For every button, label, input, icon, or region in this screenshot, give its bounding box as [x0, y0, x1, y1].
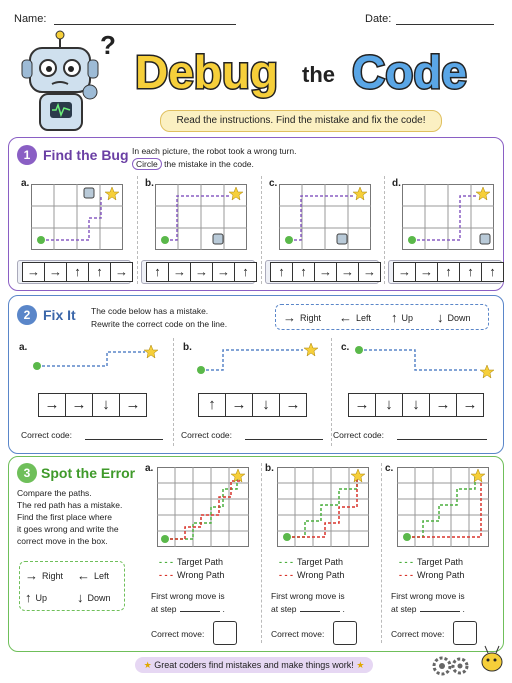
down-arrow-icon: ↓ [77, 590, 84, 605]
correct-move-label: Correct move: [391, 629, 445, 639]
question-line-1: First wrong move is [271, 591, 345, 601]
path-b [193, 338, 323, 378]
code-cell[interactable]: → [168, 262, 191, 282]
question-line-2: at step . [391, 604, 465, 614]
instruction-2: Rewrite the correct code on the line. [91, 319, 228, 329]
section-spot-the-error [8, 456, 504, 652]
section-title: Spot the Error [41, 465, 136, 481]
name-line[interactable] [54, 24, 236, 25]
name-label: Name: [14, 13, 47, 25]
panel-label-c: c. [269, 178, 278, 189]
footer-banner [135, 657, 373, 673]
section-title: Find the Bug [43, 147, 129, 163]
code-cell[interactable]: → [38, 393, 66, 417]
star-icon: ★ [143, 660, 152, 670]
section-fix-it [8, 295, 504, 454]
page-title [130, 40, 490, 102]
code-cell[interactable]: ↓ [92, 393, 120, 417]
up-arrow-icon: ↑ [25, 590, 32, 605]
question-line-2: at step . [151, 604, 225, 614]
robot-illustration [14, 30, 124, 135]
instructions-banner: Read the instructions. Find the mistake and fix the code! [160, 110, 442, 132]
answer-box[interactable] [333, 621, 357, 645]
code-row-c [349, 393, 484, 417]
grid-spot-c [397, 467, 489, 547]
panel-label-d: d. [392, 178, 401, 189]
grid-c [279, 184, 371, 250]
correct-move-label: Correct move: [151, 629, 205, 639]
panel-label-c: c. [385, 463, 394, 474]
title-word-debug: Debug [135, 46, 279, 98]
grid-spot-a [157, 467, 249, 547]
code-cell[interactable]: → [456, 393, 484, 417]
code-cell[interactable]: → [225, 393, 253, 417]
instruction-2-text: the mistake in the code. [164, 159, 254, 169]
down-arrow-icon: ↓ [437, 310, 444, 325]
section-title: Fix It [43, 307, 76, 323]
legend-wrong-path: - - - Wrong Path [399, 570, 465, 580]
legend-down: ↓ Down [77, 590, 111, 605]
code-cell[interactable]: ↑ [292, 262, 315, 282]
code-cell[interactable]: → [65, 393, 93, 417]
code-cell[interactable]: ↓ [375, 393, 403, 417]
code-cell[interactable]: → [348, 393, 376, 417]
code-row-b [199, 393, 307, 417]
legend-down: ↓ Down [437, 310, 471, 325]
correct-code-line[interactable] [85, 439, 163, 440]
section-number: 3 [17, 463, 37, 483]
code-cell[interactable]: → [110, 262, 133, 282]
question-mark: ? [100, 30, 116, 60]
title-word-the: the [302, 62, 335, 87]
section-number: 2 [17, 305, 37, 325]
code-cell[interactable]: → [393, 262, 416, 282]
spot-instruction-5: correct move in the box. [17, 536, 108, 546]
code-row-a [23, 262, 133, 282]
code-cell[interactable]: ↑ [234, 262, 257, 282]
grid-a [31, 184, 123, 250]
correct-code-line[interactable] [245, 439, 323, 440]
left-arrow-icon: ← [339, 310, 352, 325]
path-a [29, 338, 159, 378]
code-cell[interactable]: ↑ [459, 262, 482, 282]
code-cell[interactable]: → [358, 262, 381, 282]
title-word-code: Code [352, 46, 467, 98]
code-cell[interactable]: → [336, 262, 359, 282]
panel-label-a: a. [19, 342, 28, 353]
section-find-the-bug [8, 137, 504, 291]
code-row-b [147, 262, 257, 282]
code-cell[interactable]: → [119, 393, 147, 417]
left-arrow-icon: ← [77, 568, 90, 583]
spot-instruction-2: The red path has a mistake. [17, 500, 123, 510]
code-cell[interactable]: ↑ [198, 393, 226, 417]
date-line[interactable] [396, 24, 494, 25]
code-cell[interactable]: → [279, 393, 307, 417]
up-arrow-icon: ↑ [391, 310, 398, 325]
spot-instruction-3: Find the first place where [17, 512, 112, 522]
path-c [351, 338, 497, 384]
instruction-2 [132, 158, 254, 170]
code-cell[interactable]: → [314, 262, 337, 282]
code-cell[interactable]: ↑ [146, 262, 169, 282]
legend-target-path: - - - Target Path [399, 557, 464, 567]
instruction-1: In each picture, the robot took a wrong turn. [132, 146, 297, 156]
right-arrow-icon: → [283, 310, 296, 325]
code-cell[interactable]: → [22, 262, 45, 282]
correct-code-line[interactable] [397, 439, 487, 440]
question-line-1: First wrong move is [151, 591, 225, 601]
code-cell[interactable]: → [44, 262, 67, 282]
code-cell[interactable]: ↑ [270, 262, 293, 282]
circle-word: Circle [132, 158, 162, 170]
code-row-a [39, 393, 147, 417]
legend-right: → Right [283, 310, 322, 325]
legend-left: ← Left [339, 310, 372, 325]
answer-box[interactable] [213, 621, 237, 645]
date-label: Date: [365, 13, 392, 25]
code-cell[interactable]: ↑ [88, 262, 111, 282]
panel-label-a: a. [145, 463, 154, 474]
legend-right: → Right [25, 568, 64, 583]
spot-instruction-1: Compare the paths. [17, 488, 92, 498]
grid-d [402, 184, 494, 250]
panel-label-b: b. [145, 178, 154, 189]
footer-text: Great coders find mistakes and make things work! [154, 660, 354, 670]
code-row-d [394, 262, 504, 282]
legend-up: ↑ Up [25, 590, 48, 605]
legend-up: ↑ Up [391, 310, 414, 325]
code-cell[interactable]: → [212, 262, 235, 282]
question-line-1: First wrong move is [391, 591, 465, 601]
correct-move-label: Correct move: [271, 629, 325, 639]
legend-left: ← Left [77, 568, 110, 583]
star-icon: ★ [356, 660, 365, 670]
code-cell[interactable]: → [429, 393, 457, 417]
code-cell[interactable]: → [415, 262, 438, 282]
right-arrow-icon: → [25, 568, 38, 583]
correct-code-label: Correct code: [333, 430, 385, 440]
code-cell[interactable]: ↑ [481, 262, 504, 282]
correct-code-label: Correct code: [21, 430, 73, 440]
panel-label-c: c. [341, 342, 350, 353]
legend-wrong-path: - - - Wrong Path [279, 570, 345, 580]
grid-spot-b [277, 467, 369, 547]
gears-bug-decoration [430, 640, 508, 680]
section-number: 1 [17, 145, 37, 165]
legend-wrong-path: - - - Wrong Path [159, 570, 225, 580]
question-line-2: at step . [271, 604, 345, 614]
panel-label-a: a. [21, 178, 30, 189]
code-row-c [271, 262, 381, 282]
code-cell[interactable]: ↑ [66, 262, 89, 282]
grid-b [155, 184, 247, 250]
code-cell[interactable]: → [190, 262, 213, 282]
legend-target-path: - - - Target Path [159, 557, 224, 567]
panel-label-b: b. [265, 463, 274, 474]
spot-instruction-4: it goes wrong and write the [17, 524, 119, 534]
code-cell[interactable]: ↓ [402, 393, 430, 417]
legend-target-path: - - - Target Path [279, 557, 344, 567]
code-cell[interactable]: ↑ [437, 262, 460, 282]
correct-code-label: Correct code: [181, 430, 233, 440]
panel-label-b: b. [183, 342, 192, 353]
code-cell[interactable]: ↓ [252, 393, 280, 417]
instruction-1: The code below has a mistake. [91, 306, 209, 316]
